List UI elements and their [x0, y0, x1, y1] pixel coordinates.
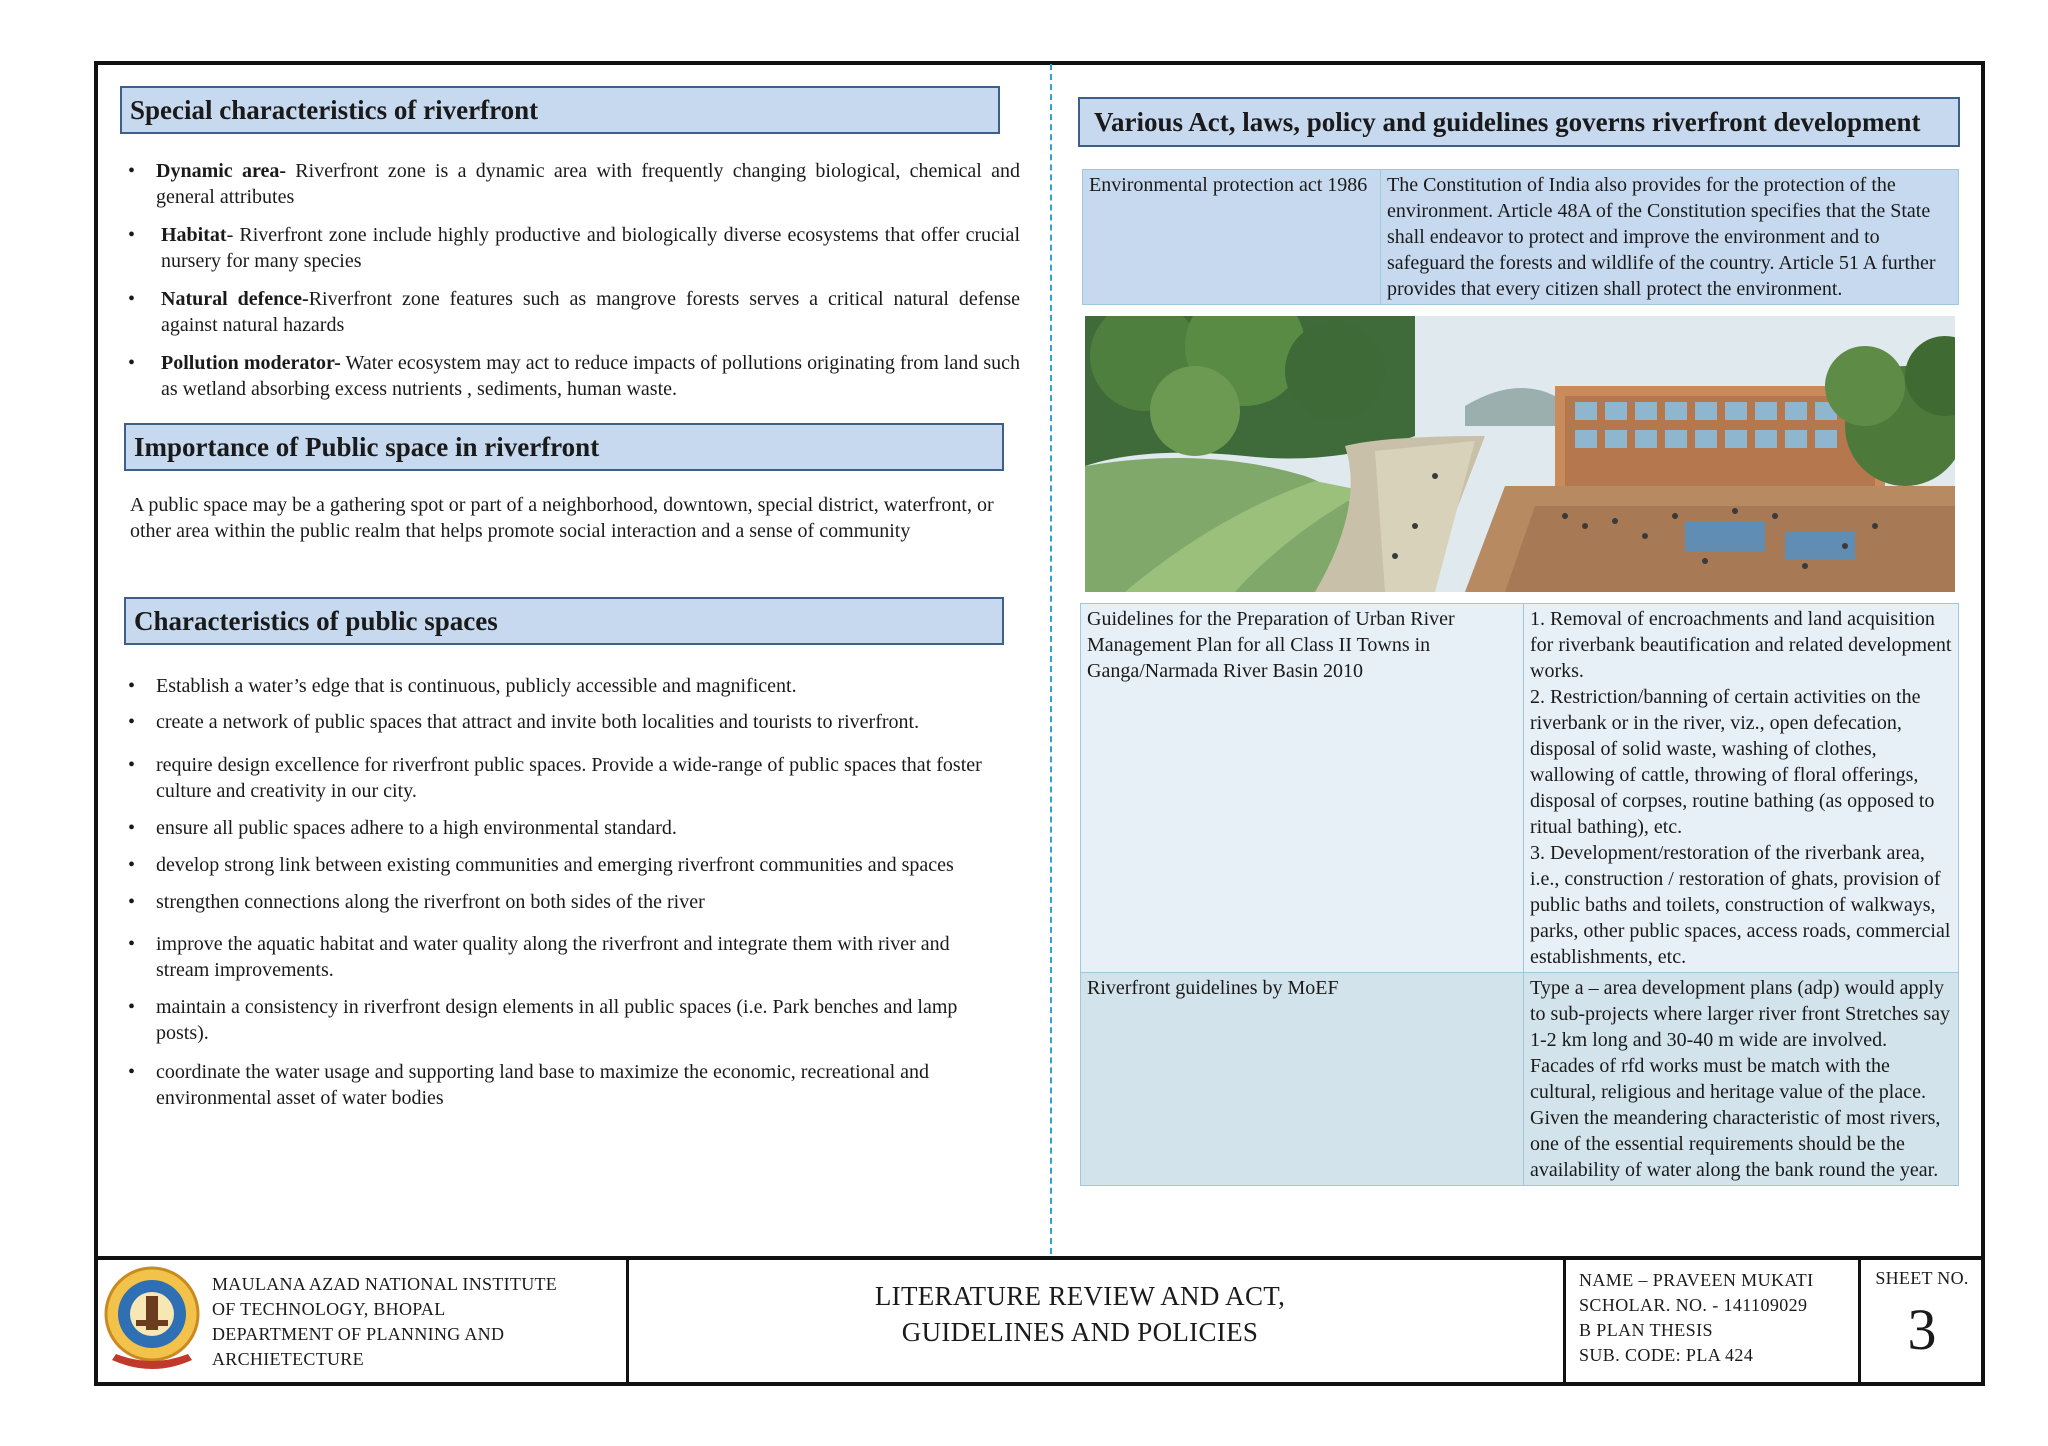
characteristics-list — [124, 673, 1004, 1122]
guideline-name: Riverfront guidelines by MoEF — [1081, 973, 1524, 1186]
acts-heading: Various Act, laws, policy and guidelines governs riverfront development — [1078, 97, 1960, 147]
item-term: Pollution moderator- — [161, 352, 341, 374]
list-item: • maintain a consistency in riverfront design elements in all public spaces (i.e. Park benches and lamp posts). — [124, 994, 1004, 1046]
importance-text: A public space may be a gathering spot or part of a neighborhood, downtown, special district, waterfront, or other area within the public realm that helps promote social interaction and a sense of community — [130, 494, 994, 542]
institute-line: OF TECHNOLOGY, BHOPAL — [212, 1299, 446, 1319]
table-row — [1083, 170, 1959, 305]
list-item: • create a network of public spaces that attract and invite both localities and tourists to riverfront. — [124, 709, 1004, 735]
act-name: Environmental protection act 1986 — [1083, 170, 1381, 305]
list-item: • improve the aquatic habitat and water quality along the riverfront and integrate them with river and stream improvements. — [124, 931, 1004, 983]
riverfront-illustration — [1085, 316, 1955, 592]
footer-divider — [1858, 1260, 1861, 1382]
list-item: • Establish a water’s edge that is continuous, publicly accessible and magnificent. — [124, 673, 1004, 699]
student-line: SUB. CODE: PLA 424 — [1579, 1345, 1754, 1365]
table-row — [1081, 973, 1959, 1186]
sheet-number-label: SHEET NO. — [1875, 1268, 1969, 1288]
title-line: LITERATURE REVIEW AND ACT, — [874, 1281, 1286, 1311]
sheet-number: 3 — [1907, 1297, 1937, 1362]
list-item: • develop strong link between existing communities and emerging riverfront communities and spaces — [124, 852, 1004, 878]
footer-divider — [1563, 1260, 1566, 1382]
characteristics-heading: Characteristics of public spaces — [124, 597, 1004, 645]
importance-heading: Importance of Public space in riverfront — [124, 423, 1004, 471]
guidelines-table — [1080, 603, 1959, 1186]
title-line: GUIDELINES AND POLICIES — [901, 1317, 1259, 1347]
institute-line: DEPARTMENT OF PLANNING AND — [212, 1324, 505, 1344]
item-term: Dynamic area- — [156, 160, 287, 182]
list-item — [124, 222, 1020, 274]
student-line: B PLAN THESIS — [1579, 1320, 1713, 1340]
sheet-number-box — [1862, 1268, 1982, 1390]
institute-line: MAULANA AZAD NATIONAL INSTITUTE — [212, 1274, 558, 1294]
institute-name — [212, 1272, 557, 1394]
item-text: - Riverfront zone include highly productive and biologically diverse ecosystems that offer crucial nursery for many species — [161, 224, 1020, 272]
student-line: NAME – PRAVEEN MUKATI — [1579, 1270, 1814, 1290]
item-term: Natural defence- — [161, 288, 309, 310]
list-item: • ensure all public spaces adhere to a high environmental standard. — [124, 815, 1004, 841]
guideline-name: Guidelines for the Preparation of Urban River Management Plan for all Class II Towns in Ganga/Narmada River Basin 2010 — [1081, 604, 1524, 973]
sheet-title — [630, 1278, 1530, 1400]
item-text: Water ecosystem may act to reduce impacts of pollutions originating from land such as wetland absorbing excess nutrients , sediments, human waste. — [161, 352, 1020, 400]
column-divider — [1050, 64, 1052, 1254]
institute-line: ARCHIETECTURE — [212, 1349, 364, 1369]
item-text: Riverfront zone features such as mangrove forests serves a critical natural defense against natural hazards — [161, 288, 1021, 336]
acts-table — [1082, 169, 1959, 305]
act-description: The Constitution of India also provides for the protection of the environment. Article 48A of the Constitution specifies that the State shall endeavor to protect and improve the environment and to safeguard the forests and wildlife of the country. Article 51 A further provides that every citizen shall protect the environment. — [1381, 170, 1959, 305]
special-characteristics-heading: Special characteristics of riverfront — [120, 86, 1000, 134]
guideline-description: Type a – area development plans (adp) would apply to sub-projects where larger river front Stretches say 1-2 km long and 30-40 m wide are involved. Facades of rfd works must be match with the cultural, religious and heritage value of the place. Given the meandering characteristic of most rivers, one of the essential requirements should be the availability of water along the bank round the year. — [1524, 973, 1959, 1186]
list-item: • require design excellence for riverfront public spaces. Provide a wide-range of public spaces that foster culture and creativity in our city. — [124, 752, 1004, 804]
institute-logo — [102, 1262, 202, 1378]
list-item: • coordinate the water usage and supporting land base to maximize the economic, recreational and environmental asset of water bodies — [124, 1059, 1004, 1111]
item-text: Riverfront zone is a dynamic area with frequently changing biological, chemical and general attributes — [156, 160, 1021, 208]
footer-divider — [626, 1260, 629, 1382]
list-item — [124, 158, 1020, 210]
student-details — [1579, 1268, 1814, 1390]
guideline-description: 1. Removal of encroachments and land acquisition for riverbank beautification and related development works. 2. Restriction/banning of certain activities on the riverbank or in the river, viz., open defecation, disposal of solid waste, washing of clothes, wallowing of cattle, throwing of floral offerings, disposal of corpses, routine bathing (as opposed to ritual bathing), etc. 3. Development/restoration of the riverbank area, i.e., construction / restoration of ghats, provision of public baths and toilets, construction of walkways, parks, other public spaces, access roads, commercial establishments, etc. — [1524, 604, 1959, 973]
special-characteristics-list — [124, 158, 1020, 414]
list-item: • strengthen connections along the riverfront on both sides of the river — [124, 889, 1004, 915]
list-item — [124, 350, 1020, 402]
list-item — [124, 286, 1020, 338]
student-line: SCHOLAR. NO. - 141109029 — [1579, 1295, 1808, 1315]
table-row — [1081, 604, 1959, 973]
footer-rule — [94, 1256, 1985, 1260]
item-term: Habitat — [161, 224, 227, 246]
